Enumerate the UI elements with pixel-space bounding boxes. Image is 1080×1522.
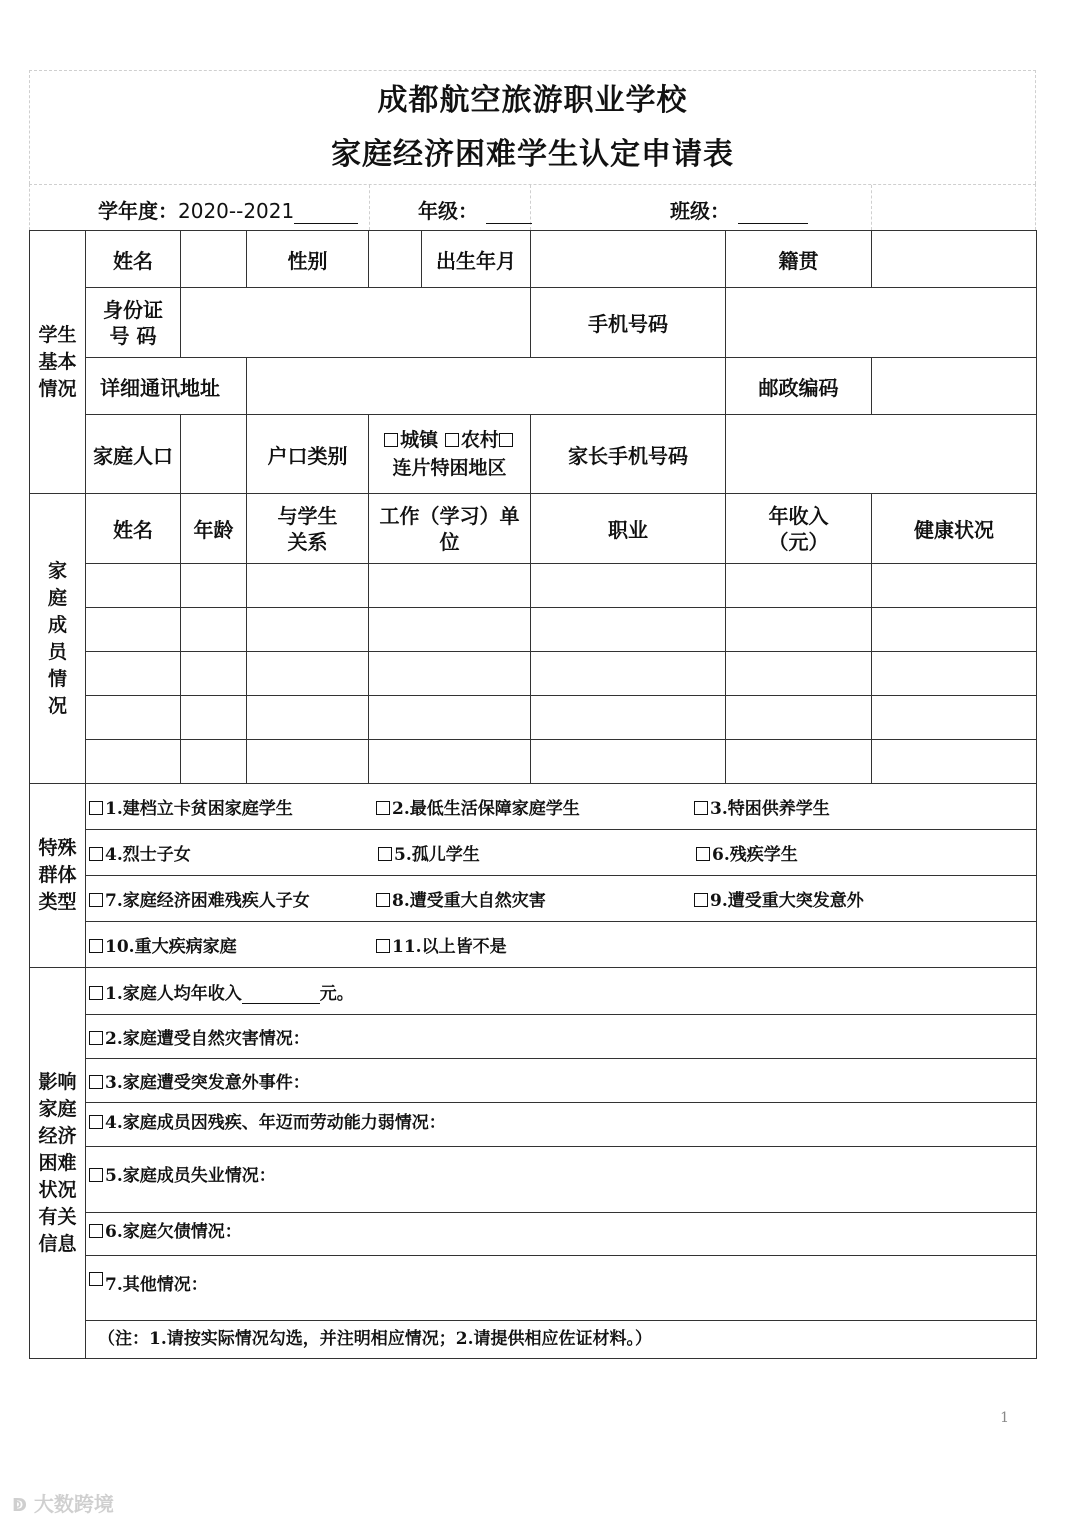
- factor-1-unit: 元。: [319, 983, 354, 1004]
- family-col-relation: 与学生 关系: [247, 494, 369, 564]
- school-name: 成都航空旅游职业学校: [377, 83, 688, 118]
- special-9-label: 9.遭受重大突发意外: [710, 891, 864, 911]
- family-col-job: 职业: [531, 494, 726, 564]
- form-title: 家庭经济困难学生认定申请表: [331, 137, 734, 172]
- factor-5-label: 5.家庭成员失业情况：: [105, 1166, 276, 1186]
- special-9-checkbox[interactable]: [694, 893, 708, 907]
- factor-6: [86, 1213, 1037, 1256]
- school-year-label: 学年度：: [98, 199, 178, 223]
- form-note: （注：1.请按实际情况勾选，并注明相应情况；2.请提供相应佐证材料。）: [86, 1321, 1037, 1359]
- family-row: [30, 608, 1037, 652]
- native-field[interactable]: [872, 231, 1037, 288]
- special-8-checkbox[interactable]: [376, 893, 390, 907]
- application-form: [29, 70, 1036, 1359]
- school-year-value[interactable]: 2020--2021: [178, 199, 295, 223]
- factor-5: [86, 1147, 1037, 1213]
- special-5-checkbox[interactable]: [378, 847, 392, 861]
- hukou-urban-checkbox[interactable]: [384, 433, 398, 447]
- postcode-field[interactable]: [872, 358, 1037, 415]
- family-row: [30, 740, 1037, 784]
- grade-input[interactable]: [486, 203, 532, 224]
- title-block: [29, 70, 1036, 184]
- special-11-checkbox[interactable]: [376, 939, 390, 953]
- name-label: 姓名: [86, 231, 181, 288]
- id-field[interactable]: [181, 288, 531, 358]
- parent-phone-label: 家长手机号码: [531, 415, 726, 494]
- special-row-2: [86, 830, 1037, 876]
- hukou-poor-area-label: 连片特困地区: [392, 457, 507, 479]
- birth-field[interactable]: [531, 231, 726, 288]
- special-4-label: 4.烈士子女: [105, 845, 191, 865]
- factor-4: [86, 1103, 1037, 1147]
- special-6-label: 6.残疾学生: [712, 845, 798, 865]
- special-2-checkbox[interactable]: [376, 801, 390, 815]
- factor-3: [86, 1059, 1037, 1103]
- factor-2: [86, 1015, 1037, 1059]
- family-row: [30, 652, 1037, 696]
- special-1-checkbox[interactable]: [89, 801, 103, 815]
- meta-row: [29, 184, 1036, 230]
- special-10-checkbox[interactable]: [89, 939, 103, 953]
- postcode-label: 邮政编码: [726, 358, 872, 415]
- special-4-checkbox[interactable]: [89, 847, 103, 861]
- special-3-checkbox[interactable]: [694, 801, 708, 815]
- school-year: [98, 195, 358, 224]
- special-11-label: 11.以上皆不是: [392, 937, 507, 957]
- special-8-label: 8.遭受重大自然灾害: [392, 891, 546, 911]
- family-section-label: 家庭成员情况: [30, 494, 86, 784]
- special-1-label: 1.建档立卡贫困家庭学生: [105, 799, 293, 819]
- form-table: [29, 230, 1037, 1359]
- family-col-name: 姓名: [86, 494, 181, 564]
- hukou-urban-label: 城镇: [400, 429, 439, 451]
- watermark-text: 大数跨境: [33, 1492, 114, 1516]
- factor-5-checkbox[interactable]: [89, 1168, 103, 1182]
- factor-2-label: 2.家庭遭受自然灾害情况：: [105, 1029, 310, 1049]
- special-row-1: [86, 784, 1037, 830]
- special-3-label: 3.特困供养学生: [710, 799, 830, 819]
- factor-4-label: 4.家庭成员因残疾、年迈而劳动能力弱情况：: [105, 1113, 446, 1133]
- factor-2-checkbox[interactable]: [89, 1031, 103, 1045]
- special-5-label: 5.孤儿学生: [394, 845, 480, 865]
- special-7-checkbox[interactable]: [89, 893, 103, 907]
- school-year-blank[interactable]: [294, 203, 358, 224]
- factors-section-label: 影响家庭经济困难状况有关信息: [30, 968, 86, 1359]
- hukou-poor-area-checkbox[interactable]: [499, 433, 513, 447]
- special-row-4: [86, 922, 1037, 968]
- watermark: [12, 1488, 114, 1517]
- family-size-label: 家庭人口: [86, 415, 181, 494]
- id-label: [86, 288, 181, 358]
- special-10-label: 10.重大疾病家庭: [105, 937, 237, 957]
- factor-3-label: 3.家庭遭受突发意外事件：: [105, 1073, 310, 1093]
- watermark-icon: ↁ: [12, 1495, 27, 1516]
- family-col-health: 健康状况: [872, 494, 1037, 564]
- parent-phone-field[interactable]: [726, 415, 1037, 494]
- basic-section-label: 学生基本情况: [30, 231, 86, 494]
- hukou-rural-checkbox[interactable]: [445, 433, 459, 447]
- address-field[interactable]: [247, 358, 726, 415]
- factor-1-checkbox[interactable]: [89, 986, 103, 1000]
- factor-4-checkbox[interactable]: [89, 1115, 103, 1129]
- family-row: [30, 564, 1037, 608]
- id-label-line1: 身份证: [103, 297, 163, 322]
- class-input[interactable]: [738, 203, 808, 224]
- family-size-field[interactable]: [181, 415, 247, 494]
- id-label-line2: 号 码: [109, 323, 157, 348]
- gender-field[interactable]: [369, 231, 422, 288]
- hukou-rural-label: 农村: [460, 429, 499, 451]
- factor-6-checkbox[interactable]: [89, 1224, 103, 1238]
- native-label: 籍贯: [726, 231, 872, 288]
- address-label: 详细通讯地址: [86, 358, 247, 415]
- income-input[interactable]: [242, 987, 320, 1004]
- factor-3-checkbox[interactable]: [89, 1075, 103, 1089]
- factor-1: [86, 968, 1037, 1015]
- factor-7-checkbox[interactable]: [89, 1272, 103, 1286]
- class: [670, 195, 808, 224]
- birth-label: 出生年月: [422, 231, 531, 288]
- grade-label: 年级：: [418, 199, 478, 223]
- special-7-label: 7.家庭经济困难残疾人子女: [105, 891, 310, 911]
- class-label: 班级：: [670, 199, 730, 223]
- special-6-checkbox[interactable]: [696, 847, 710, 861]
- phone-field[interactable]: [726, 288, 1037, 358]
- factor-1-label: 1.家庭人均年收入: [105, 983, 242, 1004]
- hukou-options: [369, 415, 531, 494]
- special-row-3: [86, 876, 1037, 922]
- page-number: 1: [1000, 1410, 1009, 1426]
- family-col-age: 年龄: [181, 494, 247, 564]
- phone-label: 手机号码: [531, 288, 726, 358]
- special-2-label: 2.最低生活保障家庭学生: [392, 799, 580, 819]
- factor-7: [86, 1256, 1037, 1321]
- factor-7-label: 7.其他情况：: [105, 1275, 208, 1295]
- gender-label: 性别: [247, 231, 369, 288]
- family-col-income: 年收入 （元）: [726, 494, 872, 564]
- family-row: [30, 696, 1037, 740]
- factor-6-label: 6.家庭欠债情况：: [105, 1222, 242, 1242]
- grade: [418, 195, 532, 224]
- family-col-work: 工作（学习）单 位: [369, 494, 531, 564]
- hukou-label: 户口类别: [247, 415, 369, 494]
- name-field[interactable]: [181, 231, 247, 288]
- special-section-label: 特殊群体类型: [30, 784, 86, 968]
